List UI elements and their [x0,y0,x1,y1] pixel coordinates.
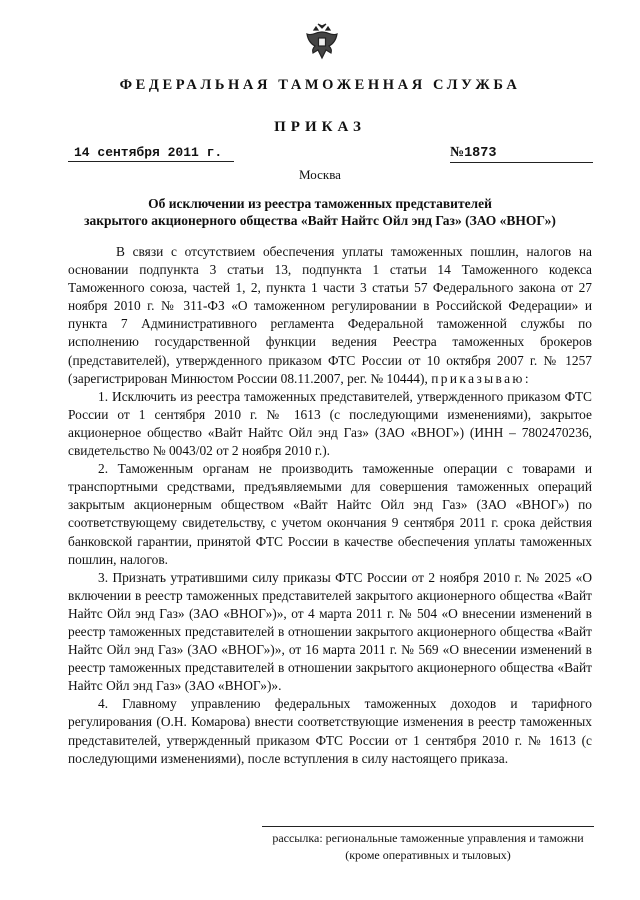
distribution-line-1: рассылка: региональные таможенные управления и таможни [272,831,584,845]
preamble-paragraph [68,243,592,388]
document-title [60,195,580,229]
agency-name: ФЕДЕРАЛЬНАЯ ТАМОЖЕННАЯ СЛУЖБА [119,77,521,93]
order-item-4: 4. Главному управлению федеральных таможенных доходов и тарифного регулирования (О.Н. Комарова) внести соответствующие изменения в реестр таможенных представителей, утвержденный приказом ФТС России от 1 сентября 2010 г. № 1613 (с последующими изменениями), после вступления в силу настоящего приказа. [68,696,592,766]
document-city: Москва [299,167,341,182]
number-sign: № [450,145,465,160]
order-item-2: 2. Таможенным органам не производить таможенные операции с товарами и транспортными средствами, предъявляемыми для совершения таможенных операций закрытым акционерным обществом «Вайт Найтс Ойл энд Газ» (ЗАО «ВНОГ») по соответствующему свидетельству, с учетом окончания 9 сентября 2011 г. срока действия банковской гарантии, принятой ФТС России в качестве обеспечения уплаты таможенных пошлин, налогов. [68,461,592,567]
distribution-line-2: (кроме оперативных и тыловых) [345,848,511,862]
number-value: 1873 [464,146,497,161]
document-body [68,243,592,768]
russian-coat-of-arms-icon [304,22,340,62]
document-date: 14 сентября 2011 г. [68,145,234,162]
order-word: приказываю: [431,370,531,386]
order-item-1: 1. Исключить из реестра таможенных представителей, утвержденного приказом ФТС России от 1 сентября 2010 г. № 1613 (с последующими изменениями), закрытое акционерное общество «Вайт Найтс Ойл энд Газ» (ЗАО «ВНОГ») (ИНН – 7802470236, свидетельство № 0043/02 от 2 ноября 2010 г.). [68,388,592,459]
document-number [450,144,593,163]
distribution-list [262,826,594,864]
title-line-2: закрытого акционерного общества «Вайт Найтс Ойл энд Газ» (ЗАО «ВНОГ») [84,213,556,228]
order-item-3: 3. Признать утратившими силу приказы ФТС России от 2 ноября 2010 г. № 2025 «О включении в реестр таможенных представителей закрытого акционерного общества «Вайт Найтс Ойл энд Газ» (ЗАО «ВНОГ»)», от 4 марта 2011 г. № 504 «О внесении изменений в реестр таможенных представителей в отношении закрытого акционерного общества «Вайт Найтс Ойл энд Газ» (ЗАО «ВНОГ»)», от 16 марта 2011 г. № 569 «О внесении изменений в реестр таможенных представителей в отношении закрытого акционерного общества «Вайт Найтс Ойл энд Газ» (ЗАО «ВНОГ»)». [68,569,592,694]
preamble-text: В связи с отсутствием обеспечения уплаты таможенных пошлин, налогов на основании подпункта 3 статьи 13, подпункта 1 статьи 14 Таможенного кодекса Таможенного союза, частей 1, 2, пункта 1 части 3 статьи 57 Федерального закона от 27 ноября 2010 г. № 311-ФЗ «О таможенном регулировании в Российской Федерации» и пункта 7 Административного регламента Федеральной таможенной службы по исполнению государственной функции ведения Реестра таможенных брокеров (представителей), утвержденного приказом ФТС России от 10 октября 2007 г. № 1257 (зарегистрирован Минюстом России 08.11.2007, рег. № 10444), [68,244,592,386]
document-type: ПРИКАЗ [274,119,366,135]
title-line-1: Об исключении из реестра таможенных представителей [148,196,492,211]
